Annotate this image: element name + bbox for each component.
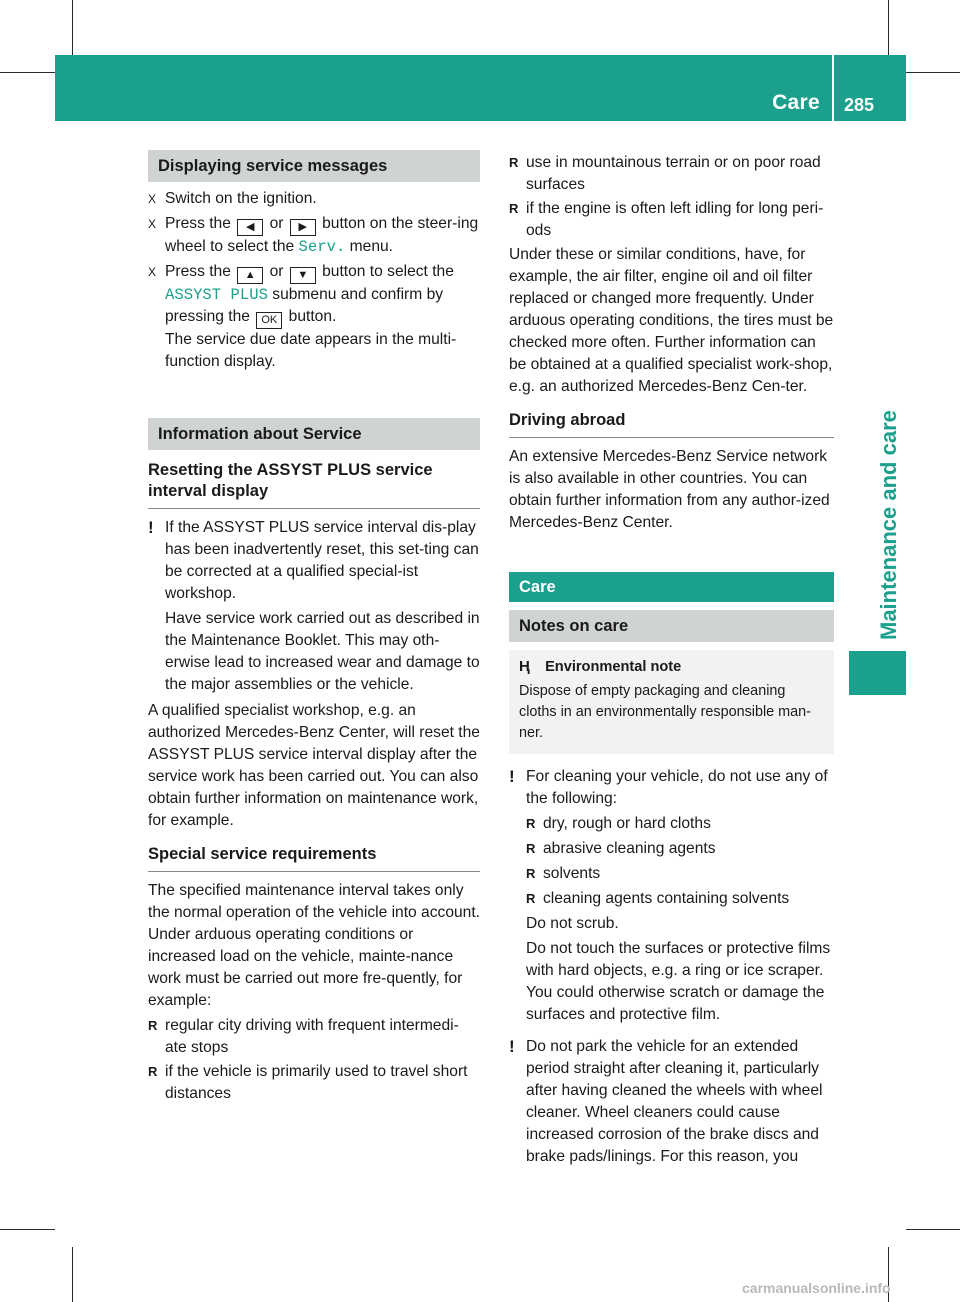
warning-note <box>509 766 834 1026</box>
list-item-text: dry, rough or hard cloths <box>543 815 711 832</box>
environmental-note-title: Ⱨ Environmental note <box>519 658 682 675</box>
instruction-step <box>148 213 480 258</box>
body-paragraph: The specified maintenance interval takes only the normal operation of the vehicle into account. Under arduous operating conditions or increased load on the vehicle, mainte-nance work must be carried out more fre-quently, for example: <box>148 882 481 1009</box>
warning-icon: ! <box>148 518 154 537</box>
step-text: button to select the <box>322 263 454 280</box>
environmental-note-text: Dispose of empty packaging and cleaning cloths in an environmentally responsible man-ner. <box>519 683 811 741</box>
section-heading: Displaying service messages <box>148 150 480 182</box>
list-item <box>148 1061 480 1105</box>
up-button-icon: ▲ <box>237 267 263 284</box>
subsection-heading: Resetting the ASSYST PLUS service interval display <box>148 460 480 509</box>
list-item-text: cleaning agents containing solvents <box>543 890 790 907</box>
bullet-icon: R <box>509 155 519 170</box>
chapter-heading: Care <box>509 572 834 602</box>
side-tab-marker <box>849 651 906 695</box>
step-text: or <box>269 263 284 280</box>
list-item <box>509 152 834 196</box>
crop-mark <box>72 0 73 55</box>
step-text: submenu and confirm by pressing the <box>165 286 444 325</box>
down-button-icon: ▼ <box>290 267 316 284</box>
bullet-icon: R <box>148 1018 158 1033</box>
list-item-text: solvents <box>543 865 601 882</box>
crop-mark <box>906 1229 960 1230</box>
step-text: button. <box>288 308 337 325</box>
list-item <box>526 838 834 860</box>
warning-icon: ! <box>509 767 515 786</box>
list-item-text: if the vehicle is primarily used to travel short distances <box>165 1063 468 1102</box>
list-item <box>526 813 834 835</box>
warning-text: Do not touch the surfaces or protective films with hard objects, e.g. a ring or ice scraper. You could otherwise scratch or damage the surfaces and protective film. <box>526 940 831 1023</box>
list-item-text: if the engine is often left idling for long peri-ods <box>526 200 824 239</box>
warning-icon: ! <box>509 1037 515 1056</box>
crop-mark <box>0 72 55 73</box>
watermark: carmanualsonline.info <box>742 1280 891 1296</box>
list-item <box>509 198 834 242</box>
left-button-icon: ◀ <box>237 219 263 236</box>
step-text: button on the steer-ing wheel to select the <box>165 215 479 255</box>
instruction-step <box>148 188 480 210</box>
warning-note <box>509 1036 834 1168</box>
list-item <box>526 888 834 910</box>
step-text: menu. <box>349 238 393 255</box>
body-paragraph: An extensive Mercedes-Benz Service network is also available in other countries. You can obtain further information from any author-ized Mercedes-Benz Center. <box>509 448 830 531</box>
body-paragraph: A qualified specialist workshop, e.g. an authorized Mercedes-Benz Center, will reset the ASSYST PLUS service interval display after the service work has been carried out. You can also obtain further information on maintenance work, for example. <box>148 702 480 829</box>
header-separator <box>832 55 834 121</box>
step-text: or <box>269 215 284 232</box>
right-column <box>509 152 834 1172</box>
crop-mark <box>906 72 960 73</box>
header-band <box>55 55 906 121</box>
body-paragraph: Under these or similar conditions, have, for example, the air filter, engine oil and oil filter replaced or changed more frequently. Under arduous operating conditions, the tires must be checked more often. Further information can be obtained at a qualified specialist work-shop, e.g. an authorized Mercedes-Benz Cen-ter. <box>509 246 834 395</box>
ok-button-icon: OK <box>256 312 282 329</box>
bullet-icon: R <box>148 1064 158 1079</box>
warning-text: Do not scrub. <box>526 915 619 932</box>
step-text: Press the <box>165 263 231 280</box>
warning-text: Do not park the vehicle for an extended period straight after cleaning it, particularly after having cleaned the wheels with wheel cleaner. Wheel cleaners could cause increased corrosion of the brake discs and brake pads/linings. For this reason, you <box>526 1038 823 1165</box>
crop-mark <box>72 1247 73 1302</box>
warning-note <box>148 517 480 696</box>
list-item-text: abrasive cleaning agents <box>543 840 716 857</box>
bullet-icon: R <box>526 891 536 906</box>
bullet-icon: R <box>526 816 536 831</box>
step-arrow-icon: X <box>148 217 157 231</box>
crop-mark <box>0 1229 55 1230</box>
step-text: Switch on the ignition. <box>165 190 317 207</box>
environmental-note <box>509 650 834 754</box>
list-item <box>526 863 834 885</box>
bullet-icon: R <box>509 201 519 216</box>
instruction-step <box>148 261 480 373</box>
bullet-icon: R <box>526 841 536 856</box>
list-item <box>148 1015 480 1059</box>
bullet-icon: R <box>526 866 536 881</box>
step-arrow-icon: X <box>148 265 157 279</box>
subsection-heading: Driving abroad <box>509 410 834 438</box>
crop-mark <box>888 0 889 55</box>
list-item-text: regular city driving with frequent intermedi-ate stops <box>165 1017 459 1056</box>
left-column <box>148 150 480 1107</box>
environment-icon: Ⱨ <box>519 658 530 675</box>
list-item-text: use in mountainous terrain or on poor road surfaces <box>526 154 821 193</box>
subsection-heading: Special service requirements <box>148 844 480 872</box>
step-arrow-icon: X <box>148 192 157 206</box>
page-number: 285 <box>844 95 875 115</box>
side-tab-label: Maintenance and care <box>876 410 901 640</box>
section-heading: Information about Service <box>148 418 480 450</box>
step-text: Press the <box>165 215 231 232</box>
right-button-icon: ▶ <box>290 219 316 236</box>
warning-text: If the ASSYST PLUS service interval dis-play has been inadvertently reset, this set-ting can be corrected at a qualified special-ist workshop. <box>165 519 479 602</box>
header-title: Care <box>772 91 820 114</box>
menu-name: Serv. <box>298 238 346 256</box>
submenu-name: ASSYST PLUS <box>165 286 268 304</box>
step-result: The service due date appears in the multi-function display. <box>165 331 457 370</box>
warning-text: For cleaning your vehicle, do not use any of the following: <box>526 768 828 807</box>
section-heading: Notes on care <box>509 610 834 642</box>
warning-text: Have service work carried out as described in the Maintenance Booklet. This may oth-erwise lead to increased wear and damage to the major assemblies or the vehicle. <box>165 610 480 693</box>
